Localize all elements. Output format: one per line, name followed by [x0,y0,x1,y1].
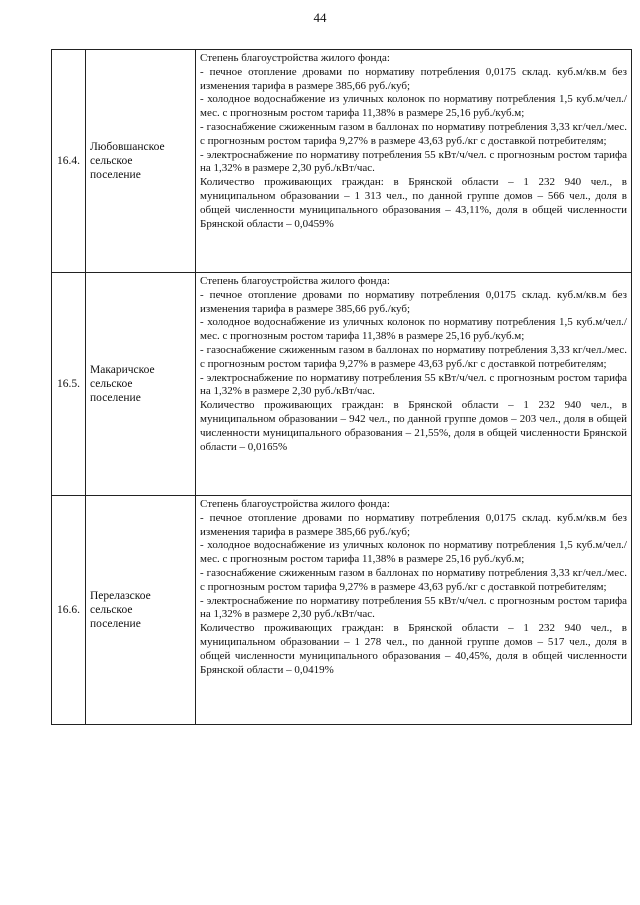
heating-item: - печное отопление дровами по нормативу потребления 0,0175 склад. куб.м/кв.м без изменения тарифа в размере 385,66 руб./куб; [200,65,627,92]
description-heading: Степень благоустройства жилого фонда: [200,498,390,510]
description-heading: Степень благоустройства жилого фонда: [200,275,390,287]
settlement-name-line: сельское [90,155,133,167]
electricity-item: - электроснабжение по нормативу потребления 55 кВт/ч/чел. с прогнозным ростом тарифа на 1,32% в размере 2,30 руб./кВт/час. [200,594,627,621]
settlement-name-line: сельское [90,378,133,390]
population-info: Количество проживающих граждан: в Брянской области – 1 232 940 чел., в муниципальном образовании – 1 313 чел., по данной группе домов – 566 чел., доля в общей численности муниципального образования – 43,11%, доля в общей численности Брянской области – 0,0459% [200,176,627,230]
gas-item: - газоснабжение сжиженным газом в баллонах по нормативу потребления 3,33 кг/чел./мес. с прогнозным ростом тарифа 9,27% в размере 43,63 руб./кг с доставкой потребителям; [200,120,627,147]
settlement-name-line: Любовшанское [90,141,165,153]
water-item: - холодное водоснабжение из уличных колонок по нормативу потребления 1,5 куб.м/чел./мес. с прогнозным ростом тарифа 11,38% в размере 25,16 руб./куб.м; [200,539,627,566]
water-item: - холодное водоснабжение из уличных колонок по нормативу потребления 1,5 куб.м/чел./мес. с прогнозным ростом тарифа 11,38% в размере 25,16 руб./куб.м; [200,93,627,120]
table-row [52,50,632,273]
settlement-name-line: Макаричское [90,364,155,376]
settlement-name [86,496,196,725]
housing-description [196,50,632,273]
row-number: 16.5. [52,273,86,496]
settlement-name-line: сельское [90,604,133,616]
row-number: 16.6. [52,496,86,725]
gas-item: - газоснабжение сжиженным газом в баллонах по нормативу потребления 3,33 кг/чел./мес. с прогнозным ростом тарифа 9,27% в размере 43,63 руб./кг с доставкой потребителям; [200,343,627,370]
gas-item: - газоснабжение сжиженным газом в баллонах по нормативу потребления 3,33 кг/чел./мес. с прогнозным ростом тарифа 9,27% в размере 43,63 руб./кг с доставкой потребителям; [200,566,627,593]
row-number: 16.4. [52,50,86,273]
settlement-name-line: поселение [90,392,141,404]
electricity-item: - электроснабжение по нормативу потребления 55 кВт/ч/чел. с прогнозным ростом тарифа на 1,32% в размере 2,30 руб./кВт/час. [200,148,627,175]
table-row [52,496,632,725]
heating-item: - печное отопление дровами по нормативу потребления 0,0175 склад. куб.м/кв.м без изменения тарифа в размере 385,66 руб./куб; [200,511,627,538]
settlement-name [86,273,196,496]
settlements-table [51,49,632,725]
settlement-name [86,50,196,273]
description-heading: Степень благоустройства жилого фонда: [200,52,390,64]
housing-description [196,496,632,725]
electricity-item: - электроснабжение по нормативу потребления 55 кВт/ч/чел. с прогнозным ростом тарифа на 1,32% в размере 2,30 руб./кВт/час. [200,371,627,398]
settlement-name-line: поселение [90,618,141,630]
housing-description [196,273,632,496]
table-row [52,273,632,496]
water-item: - холодное водоснабжение из уличных колонок по нормативу потребления 1,5 куб.м/чел./мес. с прогнозным ростом тарифа 11,38% в размере 25,16 руб./куб.м; [200,316,627,343]
settlement-name-line: поселение [90,169,141,181]
population-info: Количество проживающих граждан: в Брянской области – 1 232 940 чел., в муниципальном образовании – 942 чел., по данной группе домов – 203 чел., доля в общей численности муниципального образования – 21,55%, доля в общей численности Брянской области – 0,0165% [200,399,627,453]
population-info: Количество проживающих граждан: в Брянской области – 1 232 940 чел., в муниципальном образовании – 1 278 чел., по данной группе домов – 517 чел., доля в общей численности муниципального образования – 40,45%, доля в общей численности Брянской области – 0,0419% [200,622,627,676]
settlement-name-line: Перелазское [90,590,151,602]
heating-item: - печное отопление дровами по нормативу потребления 0,0175 склад. куб.м/кв.м без изменения тарифа в размере 385,66 руб./куб; [200,288,627,315]
page-number: 44 [313,10,327,25]
